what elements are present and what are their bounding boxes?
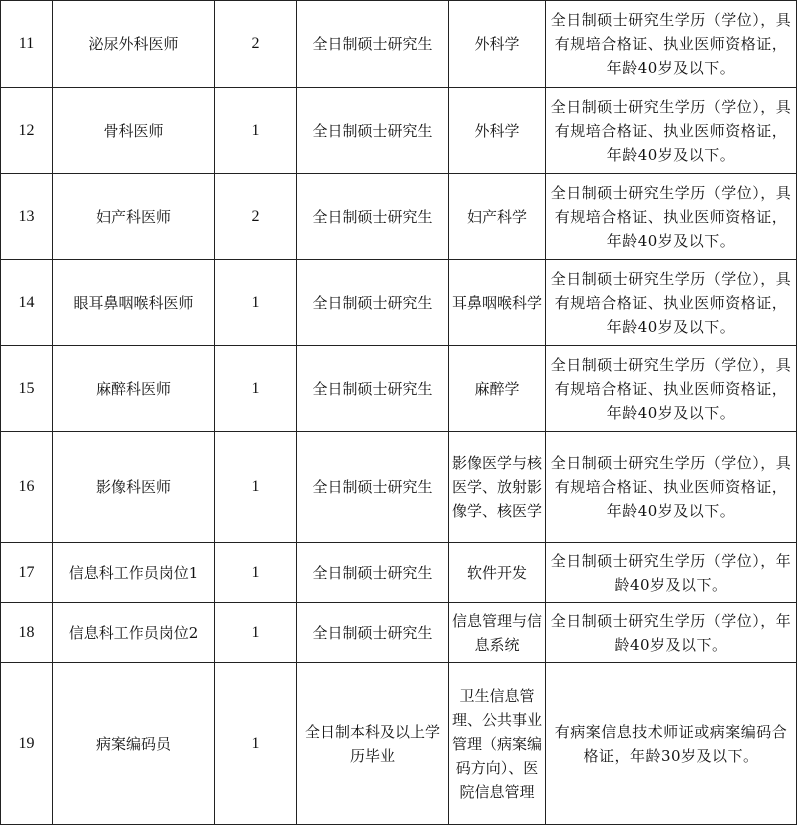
education-level: 全日制硕士研究生 <box>297 260 449 346</box>
hire-count: 1 <box>215 346 297 432</box>
row-number: 14 <box>1 260 53 346</box>
requirements: 全日制硕士研究生学历（学位），具有规培合格证、执业医师资格证，年龄40岁及以下。 <box>546 432 797 543</box>
requirements: 全日制硕士研究生学历（学位），年龄40岁及以下。 <box>546 543 797 603</box>
major: 软件开发 <box>449 543 546 603</box>
major: 外科学 <box>449 1 546 88</box>
position-name: 妇产科医师 <box>53 174 215 260</box>
major: 卫生信息管理、公共事业管理（病案编码方向）、医院信息管理 <box>449 663 546 825</box>
table-row <box>1 88 797 174</box>
hire-count: 1 <box>215 260 297 346</box>
position-name: 骨科医师 <box>53 88 215 174</box>
requirements: 全日制硕士研究生学历（学位），具有规培合格证、执业医师资格证，年龄40岁及以下。 <box>546 260 797 346</box>
hire-count: 1 <box>215 88 297 174</box>
hire-count: 2 <box>215 1 297 88</box>
position-name: 信息科工作员岗位2 <box>53 603 215 663</box>
education-level: 全日制硕士研究生 <box>297 543 449 603</box>
position-name: 病案编码员 <box>53 663 215 825</box>
table-row <box>1 603 797 663</box>
education-level: 全日制本科及以上学历毕业 <box>297 663 449 825</box>
table-row <box>1 543 797 603</box>
position-name: 影像科医师 <box>53 432 215 543</box>
requirements: 有病案信息技术师证或病案编码合格证，年龄30岁及以下。 <box>546 663 797 825</box>
position-name: 麻醉科医师 <box>53 346 215 432</box>
row-number: 12 <box>1 88 53 174</box>
table-row <box>1 1 797 88</box>
education-level: 全日制硕士研究生 <box>297 1 449 88</box>
row-number: 17 <box>1 543 53 603</box>
table-row <box>1 346 797 432</box>
requirements: 全日制硕士研究生学历（学位），具有规培合格证、执业医师资格证，年龄40岁及以下。 <box>546 174 797 260</box>
major: 麻醉学 <box>449 346 546 432</box>
row-number: 18 <box>1 603 53 663</box>
hire-count: 1 <box>215 603 297 663</box>
requirements: 全日制硕士研究生学历（学位），年龄40岁及以下。 <box>546 603 797 663</box>
education-level: 全日制硕士研究生 <box>297 603 449 663</box>
row-number: 11 <box>1 1 53 88</box>
row-number: 13 <box>1 174 53 260</box>
major: 信息管理与信息系统 <box>449 603 546 663</box>
education-level: 全日制硕士研究生 <box>297 174 449 260</box>
hire-count: 1 <box>215 432 297 543</box>
education-level: 全日制硕士研究生 <box>297 432 449 543</box>
position-name: 信息科工作员岗位1 <box>53 543 215 603</box>
table-row <box>1 174 797 260</box>
table-row <box>1 663 797 825</box>
requirements: 全日制硕士研究生学历（学位），具有规培合格证、执业医师资格证，年龄40岁及以下。 <box>546 346 797 432</box>
row-number: 19 <box>1 663 53 825</box>
table-row <box>1 260 797 346</box>
hire-count: 1 <box>215 663 297 825</box>
position-name: 泌尿外科医师 <box>53 1 215 88</box>
education-level: 全日制硕士研究生 <box>297 88 449 174</box>
hire-count: 2 <box>215 174 297 260</box>
major: 影像医学与核医学、放射影像学、核医学 <box>449 432 546 543</box>
major: 妇产科学 <box>449 174 546 260</box>
requirements: 全日制硕士研究生学历（学位），具有规培合格证、执业医师资格证，年龄40岁及以下。 <box>546 1 797 88</box>
position-name: 眼耳鼻咽喉科医师 <box>53 260 215 346</box>
requirements: 全日制硕士研究生学历（学位），具有规培合格证、执业医师资格证，年龄40岁及以下。 <box>546 88 797 174</box>
education-level: 全日制硕士研究生 <box>297 346 449 432</box>
row-number: 15 <box>1 346 53 432</box>
row-number: 16 <box>1 432 53 543</box>
hire-count: 1 <box>215 543 297 603</box>
table-row <box>1 432 797 543</box>
major: 外科学 <box>449 88 546 174</box>
major: 耳鼻咽喉科学 <box>449 260 546 346</box>
